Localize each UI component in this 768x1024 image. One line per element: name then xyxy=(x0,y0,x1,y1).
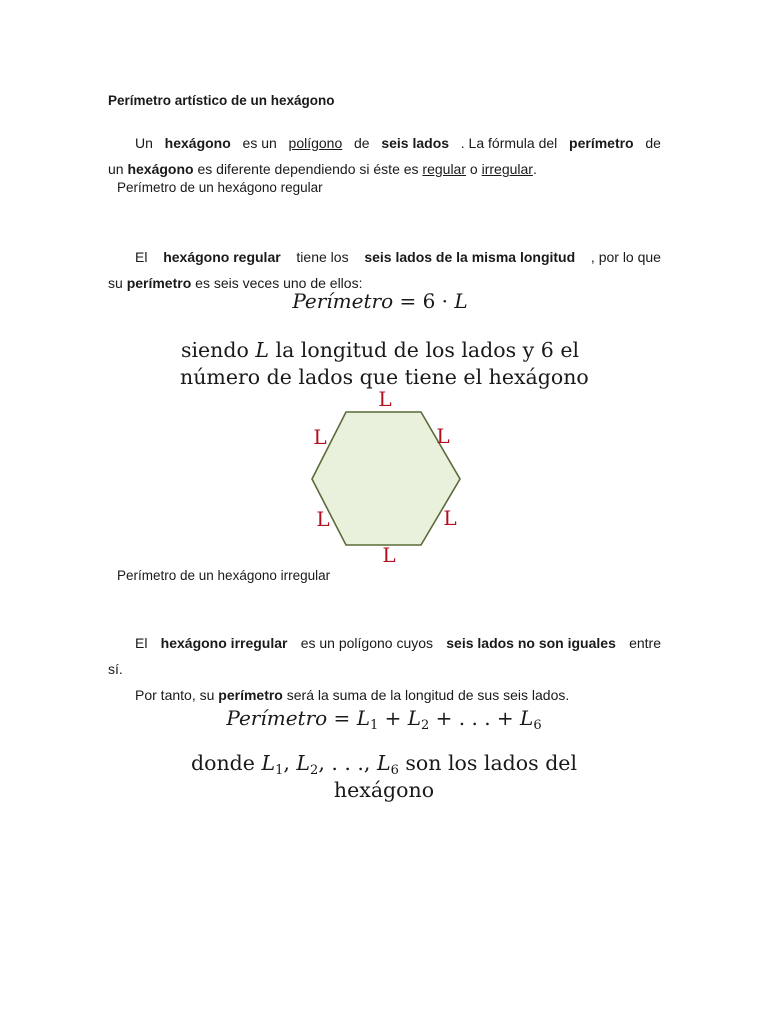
intro-paragraph xyxy=(108,130,661,182)
link-poligono[interactable]: polígono xyxy=(288,135,343,151)
hexagon-side-label-bottom-left: L xyxy=(316,507,330,531)
regular-line-2: su perímetro es seis veces uno de ellos: xyxy=(108,275,363,291)
formula-regular-note: siendo L la longitud de los lados y 6 el número de lados que tiene el hexágono xyxy=(180,338,589,389)
hexagon-side-label-top: L xyxy=(378,387,392,411)
formula-irregular: Perímetro = $L_1 + L_2$ + . . . + $L_6$ xyxy=(226,706,542,733)
hexagon-diagram xyxy=(290,385,480,570)
irregular-line-3: Por tanto, su perímetro será la suma de la longitud de sus seis lados. xyxy=(135,687,570,703)
irregular-line-2: sí. xyxy=(108,661,123,677)
irregular-paragraph xyxy=(108,630,661,708)
hexagon-side-label-top-left: L xyxy=(313,425,327,449)
intro-line-1: Un hexágono es un polígono de seis lados . La fórmula del perímetro de xyxy=(108,130,661,156)
regular-line-1: El hexágono regular tiene los seis lados de la misma longitud , por lo que xyxy=(135,249,661,265)
link-irregular[interactable]: irregular xyxy=(481,161,533,177)
intro-line-2: un hexágono es diferente dependiendo si éste es regular o irregular . xyxy=(108,156,661,182)
irregular-line-1: El hexágono irregular es un polígono cuyos seis lados no son iguales entre xyxy=(135,635,661,651)
hexagon-side-label-bottom-right: L xyxy=(443,506,457,530)
hexagon-side-label-top-right: L xyxy=(436,424,450,448)
caption-regular: Perímetro de un hexágono regular xyxy=(117,180,323,195)
link-regular[interactable]: regular xyxy=(422,161,467,177)
formula-regular: Perímetro = 6 · L xyxy=(292,289,468,313)
caption-irregular: Perímetro de un hexágono irregular xyxy=(117,568,331,583)
page-title: Perímetro artístico de un hexágono xyxy=(108,93,335,108)
formula-irregular-note: donde $L_1$, $L_2$, . . ., $L_6$ son los lados del hexágono xyxy=(191,751,577,802)
hexagon-side-label-bottom: L xyxy=(382,543,396,567)
